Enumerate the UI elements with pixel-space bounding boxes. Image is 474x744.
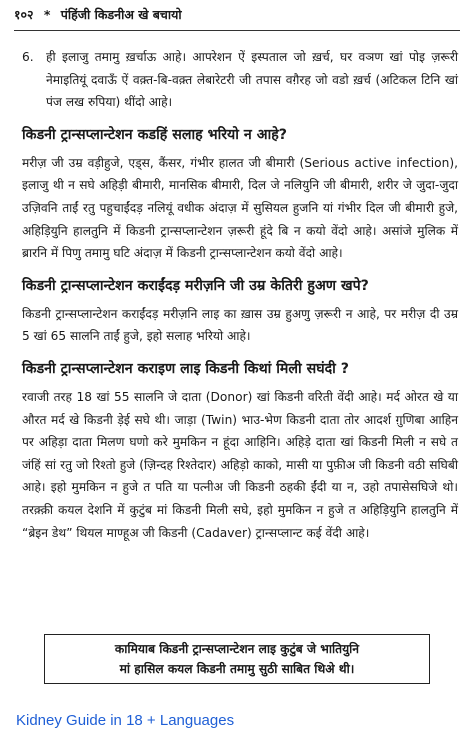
callout-box <box>44 634 430 684</box>
list-item-text: ही इलाजु तमामु ख़र्चाऊ आहे। आपरेशन ऐं इस्पताल जो ख़र्च, घर वञण खां पोइ ज़रूरी नेमाइतियूं दवाऊँ ऐं वक़्त-बि-वक़्त लेबारेटरी जी तपास वग़ैरह जो वडो ख़र्च (अटिकल टिनि खां पंज लख रुपिया) थींदो आहे। <box>46 50 458 110</box>
book-title: पंहिंजी किडनीअ खे बचायो <box>60 7 182 22</box>
page-number: १०२ <box>14 7 34 22</box>
callout-line-2: मां हासिल कयल किडनी तमामु सुठी साबित थिअे थी। <box>119 662 355 676</box>
page-body <box>22 46 458 544</box>
section-text-when-not-advised: मरीज़ जी उम्र वड़ीहुजे, एड्स, कैंसर, गंभीर हालत जी बीमारी (Serious active infection), इलाजु थी न सघे अहिड़ी बीमारी, मानसिक बीमारी, दिल जे नलियुनि जी बीमारी, शरीर जे जुदा-जुदा उज़िवनि ताईं रतु पहुचाईंदड़ नलियूं वधीक अंदाज़ में सुसियल हुजनि यां गंभीर दिल जी बीमारी हुजे, अहिड़ियुनि हालतुनि में किडनी ट्रान्सप्लान्टेशन ज़रूरी हूंदे बि न कयो वेंदो आहे। असांजे मुलिक में ब्रारनि में पिणु तमामु घटि अंदाज़ में किडनी ट्रान्सप्लान्टेशन कयो वेंदो आहे। <box>22 155 458 261</box>
callout-line-1: कामियाब किडनी ट्रान्सप्लान्टेशन लाइ कुटुंब जे भातियुनि <box>114 642 360 656</box>
list-item-number: 6. <box>22 50 34 64</box>
section-heading-donor-source: किडनी ट्रान्सप्लान्टेशन कराइण लाइ किडनी किथां मिली सघंदी ? <box>22 360 349 377</box>
list-item-6 <box>22 46 458 114</box>
section-text-donor-source: रवाजी तरह 18 खां 55 सालनि जे दाता (Donor) खां किडनी वरिती वेंदी आहे। मर्द ओरत खे या औरत मर्द खे किडनी ड़ेई सघे थी। जाड़ा (Twin) भाउ-भेण किडनी दाता तोर आदर्श ग़ुणिबा आहिन पर अहिड़ा दाता मिलण घणो करे मुमकिन न हूंदा आहिनि। अहिड़े दाता खां किडनी मिली न सघे त जंहिं सां रतु जो रिश्तो हुजे (ज़िन्दह रिश्तेदार) अहिड़ो काको, मासी या पुफ़ीअ जी किडनी वठी सघिबी आहे। इहो मुमकिन न हुजे त पति या पत्नीअ जी किडनी ठहकी ईंदी या न, उहो तपासेसघिजे थो। तरक़्क़ी कयल देशनि में कुटुंब मां किडनी मिली सघे, इहो मुमकिन न हुजे त अहिड़ियुनि हालतुनि में “ब्रेइन डेथ” थियल माण्हूअ जी किडनी (Cadaver) ट्रान्सप्लान्ट कई वेंदी आहे। <box>22 389 458 540</box>
footer-link[interactable]: Kidney Guide in 18 + Languages <box>16 712 235 729</box>
section-text-age: किडनी ट्रान्सप्लान्टेशन कराईंदड़ मरीज़नि लाइ का ख़ास उम्र हुअणु ज़रूरी न आहे, पर मरीज़ दी उम्र 5 खां 65 सालनि ताईं हुजे, इहो सलाह भरियो आहे। <box>22 306 458 344</box>
star-separator: * <box>43 7 51 22</box>
section-heading-age: किडनी ट्रान्सप्लान्टेशन कराईंदड़ मरीज़नि जी उम्र केतिरी हुअण खपे? <box>22 277 369 294</box>
header-divider <box>14 30 460 31</box>
section-heading-when-not-advised: किडनी ट्रान्सप्लान्टेशन कडहिं सलाह भरियो न आहे? <box>22 126 287 143</box>
running-header <box>14 6 460 24</box>
